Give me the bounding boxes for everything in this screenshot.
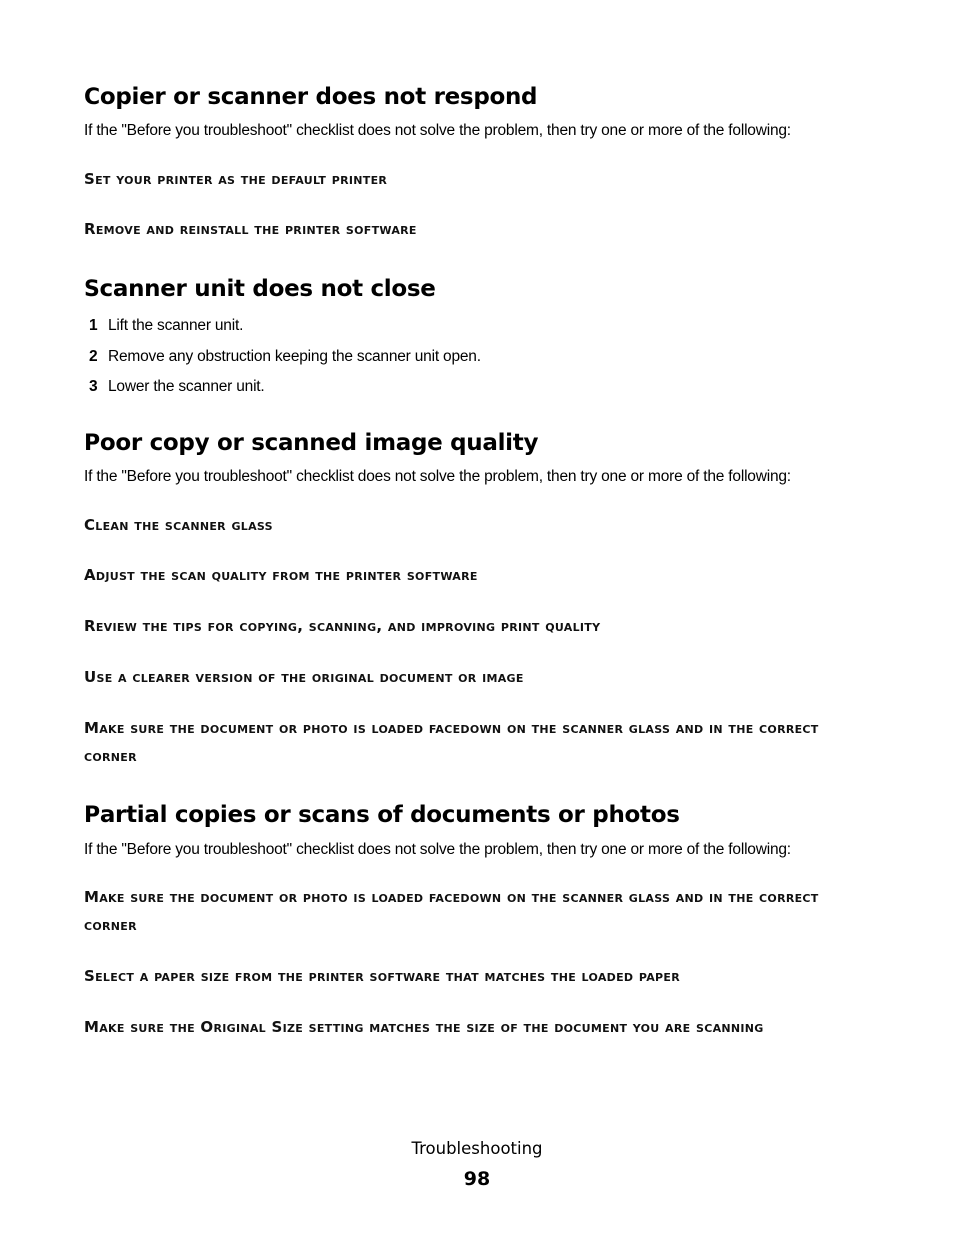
subheading-reinstall-software: Remove and reinstall the printer software [84, 220, 417, 238]
step-number: 1 [89, 317, 98, 334]
section-intro: If the "Before you troubleshoot" checklist does not solve the problem, then try one or more of the following: [84, 841, 791, 858]
subheading-facedown-correct-corner: Make sure the document or photo is loaded facedown on the scanner glass and in the correct corner [84, 719, 819, 765]
step-text: Remove any obstruction keeping the scanner unit open. [108, 347, 481, 365]
step-number: 3 [89, 378, 98, 395]
subheading-original-size-setting: Make sure the Original Size setting matches the size of the document you are scanning [84, 1018, 764, 1036]
step-text: Lower the scanner unit. [108, 378, 265, 395]
list-item [84, 316, 481, 347]
step-text: Lift the scanner unit. [108, 317, 244, 334]
section-intro: If the "Before you troubleshoot" checklist does not solve the problem, then try one or more of the following: [84, 468, 791, 485]
page-number: 98 [463, 1168, 491, 1190]
subheading-facedown-correct-corner: Make sure the document or photo is loaded facedown on the scanner glass and in the correct corner [84, 888, 819, 934]
subheading-clean-glass: Clean the scanner glass [84, 516, 273, 534]
section-intro: If the "Before you troubleshoot" checklist does not solve the problem, then try one or more of the following: [84, 122, 791, 139]
subheading-select-paper-size: Select a paper size from the printer software that matches the loaded paper [84, 967, 680, 985]
subheading-adjust-scan-quality: Adjust the scan quality from the printer software [84, 566, 478, 584]
list-item [84, 347, 481, 378]
section-heading-scanner-unit-not-close: Scanner unit does not close [84, 276, 436, 302]
subheading-review-tips: Review the tips for copying, scanning, and improving print quality [84, 617, 601, 635]
list-item [84, 377, 481, 408]
step-number: 2 [89, 347, 98, 365]
subheading-set-default-printer: Set your printer as the default printer [84, 170, 388, 188]
page-footer [0, 1139, 954, 1191]
section-heading-copier-not-respond: Copier or scanner does not respond [84, 84, 538, 110]
footer-label: Troubleshooting [411, 1139, 543, 1158]
section-heading-poor-quality: Poor copy or scanned image quality [84, 430, 539, 456]
steps-list [84, 316, 481, 408]
subheading-clearer-version: Use a clearer version of the original document or image [84, 668, 524, 686]
section-heading-partial-copies: Partial copies or scans of documents or photos [84, 802, 680, 828]
